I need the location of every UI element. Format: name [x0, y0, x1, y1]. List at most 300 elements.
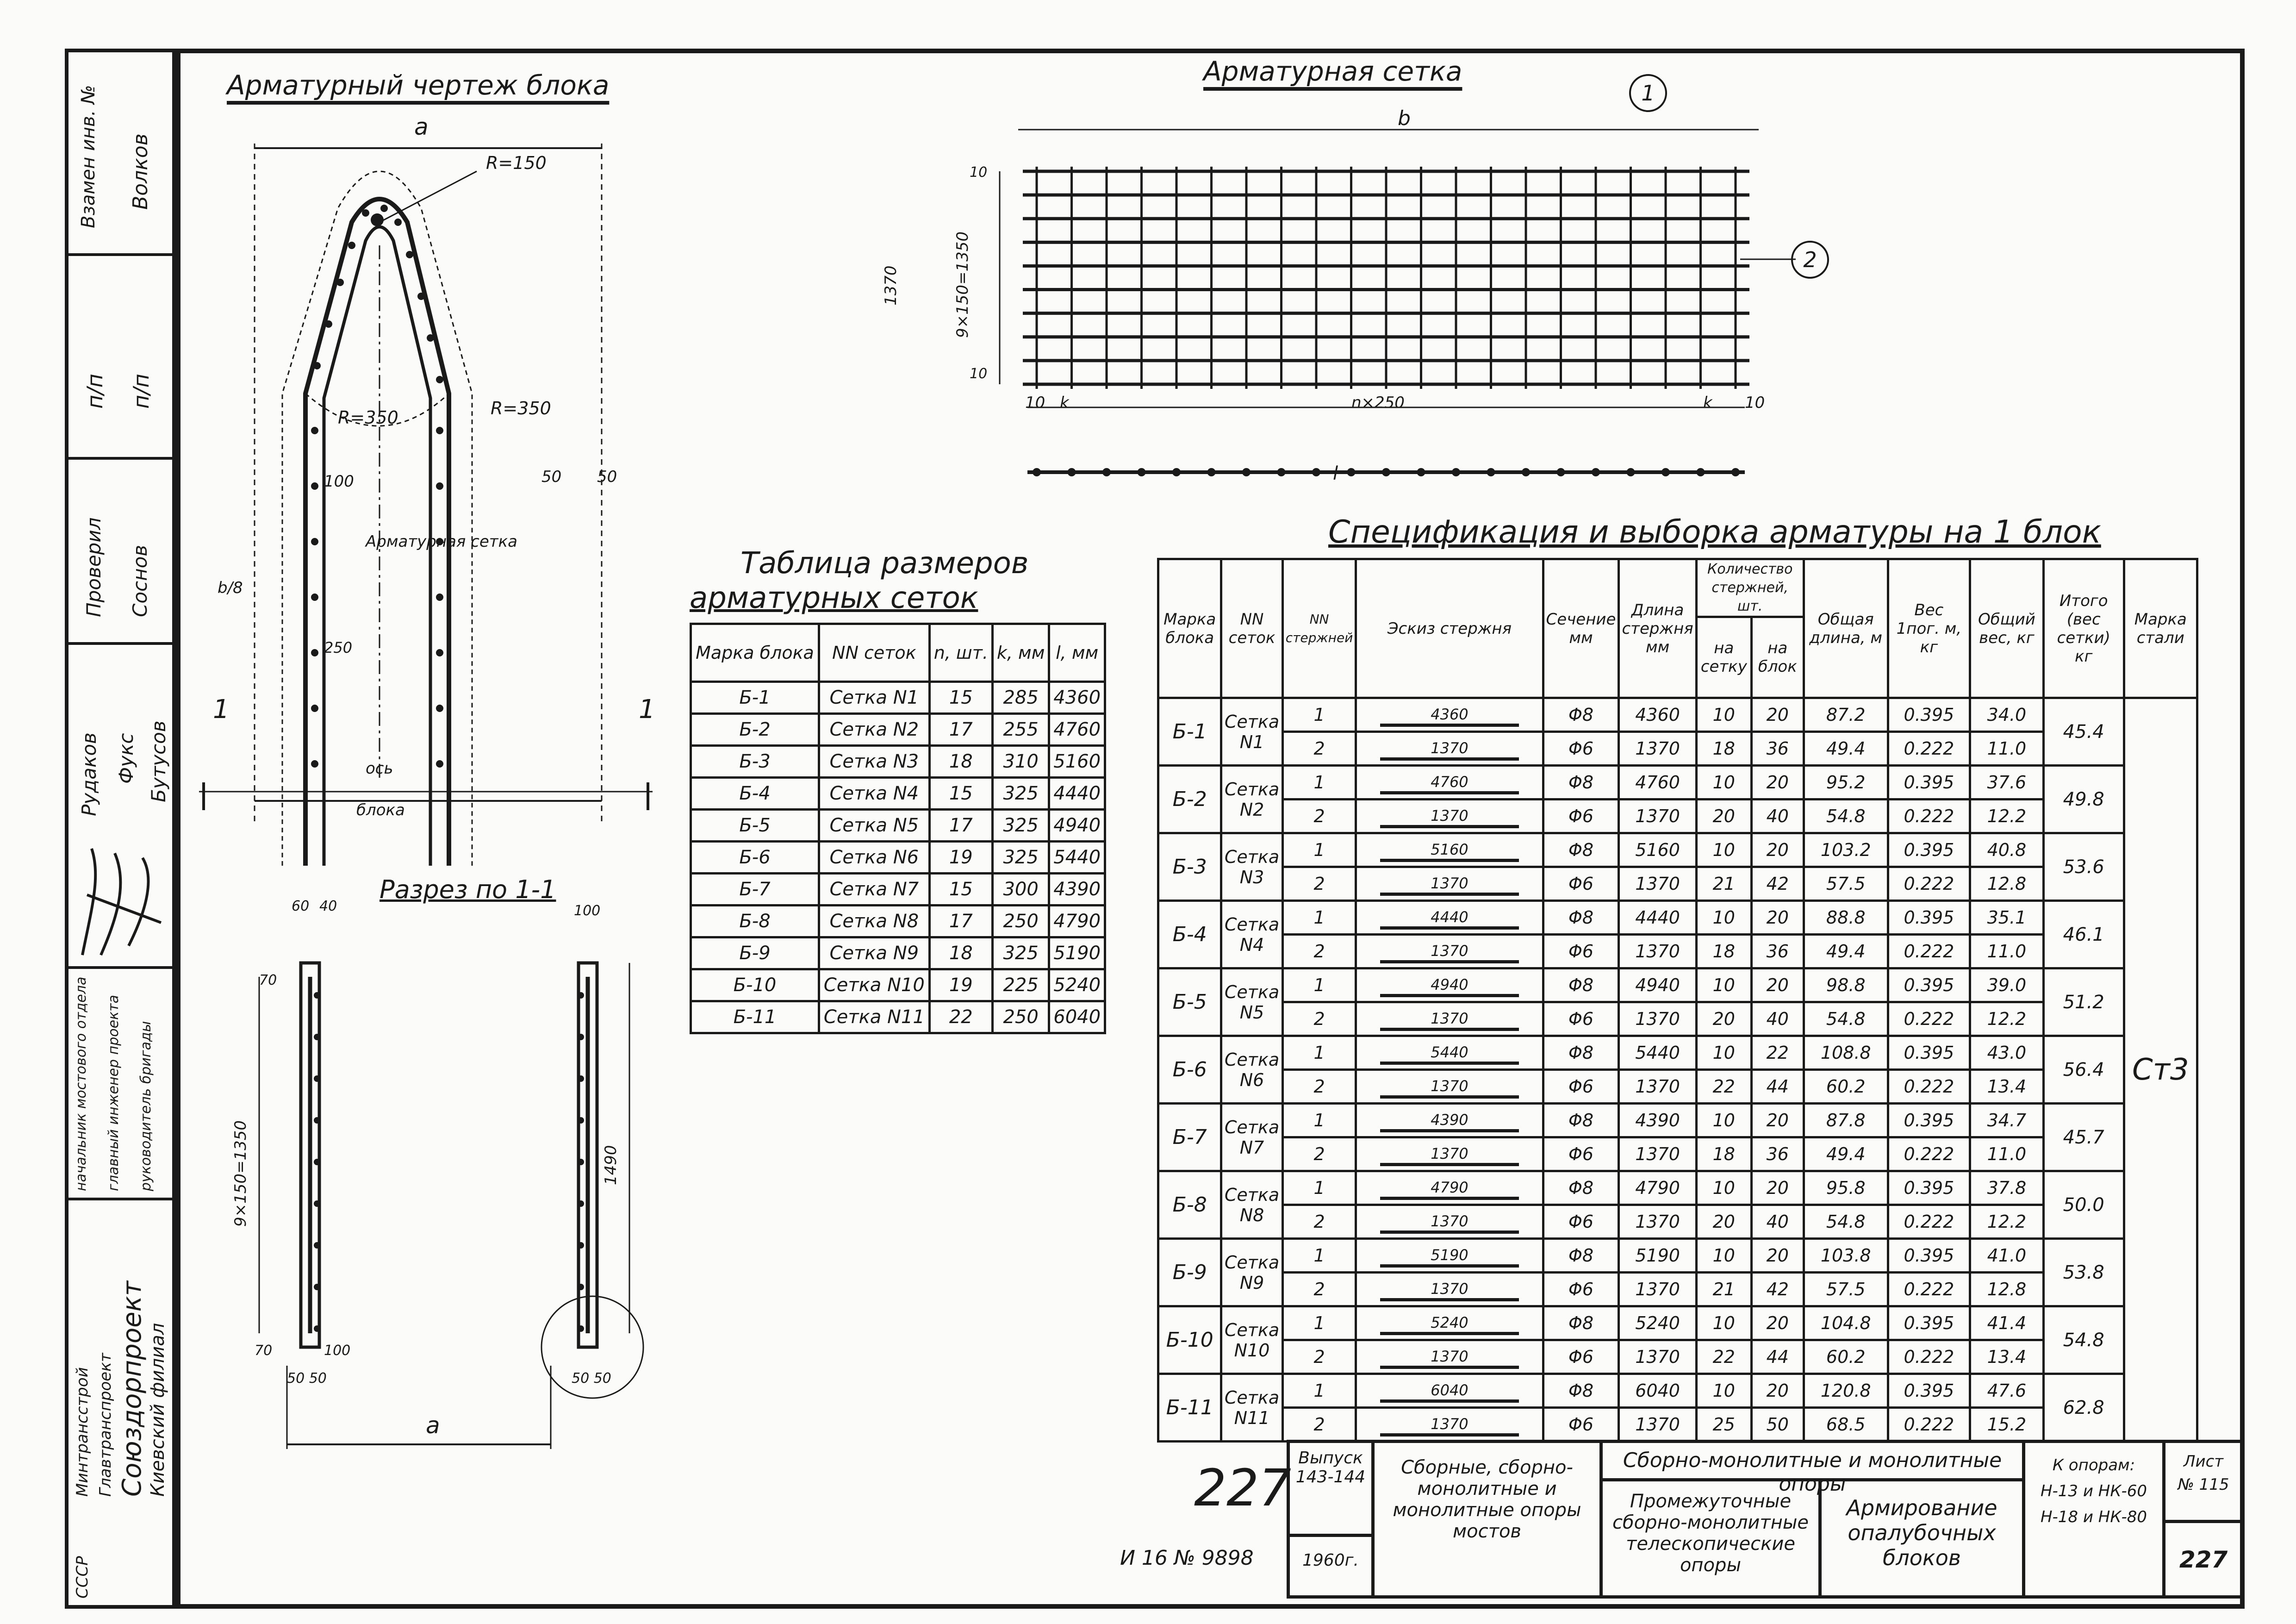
spec-sketch-cell [1356, 901, 1543, 935]
title-spec: Спецификация и выборка арматуры на 1 блок [1328, 514, 2101, 550]
spec-block-mesh-number: N9 [1239, 1272, 1264, 1293]
size-table-cell: 19 [929, 842, 992, 874]
spec-cell: Φ8 [1543, 1104, 1619, 1137]
spec-block-mark: Б-7 [1158, 1104, 1221, 1171]
size-table-cell: Б-1 [691, 682, 819, 714]
spec-cell: 1370 [1619, 1340, 1696, 1374]
size-table-cell: Сетка N2 [819, 714, 929, 746]
spec-cell: 1370 [1619, 935, 1696, 968]
stamp-sign-3: Бутусов [147, 720, 170, 802]
size-table-cell: Б-4 [691, 778, 819, 810]
spec-cell: 4760 [1619, 766, 1696, 800]
spec-cell: 44 [1751, 1070, 1804, 1104]
spec-cell: 22 [1696, 1340, 1751, 1374]
spec-cell: 4360 [1619, 698, 1696, 732]
spec-cell: 87.2 [1804, 698, 1888, 732]
mesh-section-dot [1312, 468, 1320, 476]
mesh-section-dot [1172, 468, 1181, 476]
spec-cell: 0.395 [1888, 1374, 1970, 1408]
spec-cell: 2 [1282, 1002, 1356, 1036]
spec-block-sum: 51.2 [2043, 968, 2124, 1036]
mesh-label-n250: n×250 [1351, 394, 1405, 412]
spec-cell: 1 [1282, 1104, 1356, 1137]
spec-cell: 0.222 [1888, 1070, 1970, 1104]
spec-block-mark: Б-5 [1158, 968, 1221, 1036]
spec-table-row [1158, 901, 2197, 935]
stamp-cell-pp [68, 256, 172, 460]
spec-cell: 20 [1751, 1306, 1804, 1340]
spec-h-count: Количество стержней, шт. [1696, 559, 1804, 617]
spec-cell: 34.0 [1970, 698, 2044, 732]
spec-block-mesh-word: Сетка [1224, 981, 1280, 1002]
spec-block-mesh-number: N4 [1239, 934, 1264, 955]
spec-cell: Φ8 [1543, 833, 1619, 867]
spec-cell: Φ6 [1543, 1137, 1619, 1171]
spec-cell: 0.395 [1888, 1104, 1970, 1137]
spec-cell: 20 [1751, 1171, 1804, 1205]
spec-cell: 39.0 [1970, 968, 2044, 1002]
spec-cell: 0.222 [1888, 732, 1970, 766]
spec-cell: 21 [1696, 1273, 1751, 1306]
spec-cell: 0.222 [1888, 1408, 1970, 1442]
spec-block-mark: Б-11 [1158, 1374, 1221, 1442]
spec-cell: 2 [1282, 732, 1356, 766]
spec-cell: 4940 [1619, 968, 1696, 1002]
mesh-label-10-right: 10 [1745, 394, 1765, 412]
label-s-dim: 9×150=1350 [231, 1120, 250, 1227]
size-table-cell: Б-2 [691, 714, 819, 746]
spec-cell: 10 [1696, 833, 1751, 867]
size-table-cell: Сетка N7 [819, 874, 929, 906]
size-table-cell: 4790 [1049, 906, 1105, 937]
spec-block-mesh-number: N11 [1234, 1407, 1270, 1428]
size-table-header-cell: k, мм [992, 624, 1049, 682]
spec-h-section: Сечение мм [1543, 559, 1619, 698]
spec-block-mesh-number: N3 [1239, 867, 1264, 887]
bar-sketch: 1370 [1380, 1212, 1519, 1234]
label-s-40: 40 [319, 898, 337, 914]
spec-h-weight1: Вес 1пог. м, кг [1888, 559, 1970, 698]
spec-cell: 60.2 [1804, 1070, 1888, 1104]
bar-sketch: 1370 [1380, 1009, 1519, 1031]
spec-table-row [1158, 867, 2197, 901]
spec-cell: 11.0 [1970, 732, 2044, 766]
size-table-cell: 255 [992, 714, 1049, 746]
spec-cell: 1 [1282, 1171, 1356, 1205]
spec-cell: 49.4 [1804, 935, 1888, 968]
spec-cell: 18 [1696, 1137, 1751, 1171]
size-table-cell: 5160 [1049, 746, 1105, 778]
spec-sketch-cell [1356, 732, 1543, 766]
spec-cell: 1 [1282, 766, 1356, 800]
spec-sketch-cell [1356, 766, 1543, 800]
spec-cell: 35.1 [1970, 901, 2044, 935]
label-s-100: 100 [574, 903, 601, 919]
spec-cell: 10 [1696, 1036, 1751, 1070]
spec-block-mesh [1221, 1104, 1282, 1171]
spec-cell: 0.222 [1888, 1205, 1970, 1239]
label-100: 100 [324, 472, 354, 491]
bar-sketch: 1370 [1380, 739, 1519, 761]
size-table-header-cell: Марка блока [691, 624, 819, 682]
spec-cell: 103.8 [1804, 1239, 1888, 1273]
mesh-section-dot [1207, 468, 1216, 476]
spec-h-bar: NN стержней [1282, 559, 1356, 698]
spec-cell: 2 [1282, 867, 1356, 901]
size-table-cell: Сетка N4 [819, 778, 929, 810]
spec-table-row [1158, 766, 2197, 800]
size-table-cell: Сетка N1 [819, 682, 929, 714]
size-table-row [691, 937, 1105, 969]
spec-cell: 18 [1696, 935, 1751, 968]
tb-issue: Выпуск 143-144 [1287, 1440, 1375, 1537]
spec-cell: 50 [1751, 1408, 1804, 1442]
spec-block-mark: Б-3 [1158, 833, 1221, 901]
mesh-section-dot [1277, 468, 1286, 476]
spec-sketch-cell [1356, 1273, 1543, 1306]
label-r350-left: R=350 [338, 407, 398, 428]
spec-block-mesh-word: Сетка [1224, 1387, 1280, 1408]
label-axis-block: блока [356, 801, 405, 819]
spec-cell: 2 [1282, 1408, 1356, 1442]
spec-h-mark: Марка блока [1158, 559, 1221, 698]
bar-sketch: 4790 [1380, 1178, 1519, 1200]
spec-cell: 40.8 [1970, 833, 2044, 867]
spec-cell: Φ8 [1543, 901, 1619, 935]
spec-cell: Φ8 [1543, 1306, 1619, 1340]
title-mesh: Арматурная сетка [1203, 56, 1462, 87]
spec-block-sum: 50.0 [2043, 1171, 2124, 1239]
mesh-section-dot [1382, 468, 1390, 476]
spec-cell: 20 [1751, 833, 1804, 867]
label-s-1490: 1490 [602, 1145, 620, 1185]
spec-cell: 1 [1282, 1306, 1356, 1340]
spec-table-row [1158, 1408, 2197, 1442]
callout-1: 1 [1629, 74, 1667, 112]
spec-cell: Φ6 [1543, 867, 1619, 901]
spec-table-row [1158, 935, 2197, 968]
spec-cell: 120.8 [1804, 1374, 1888, 1408]
spec-cell: 40 [1751, 1205, 1804, 1239]
inventory-number: И 16 № 9898 [1120, 1546, 1254, 1570]
spec-table-row [1158, 732, 2197, 766]
bar-sketch: 5440 [1380, 1043, 1519, 1065]
spec-cell: 4440 [1619, 901, 1696, 935]
spec-cell: 1 [1282, 901, 1356, 935]
bar-sketch: 4440 [1380, 908, 1519, 930]
tb-name: Армирование опалубочных блоков [1818, 1478, 2025, 1599]
tb-type-top: Сборно-монолитные и монолитные опоры [1599, 1440, 2025, 1481]
spec-cell: 1370 [1619, 1408, 1696, 1442]
mesh-section-dot [1242, 468, 1251, 476]
bar-sketch: 1370 [1380, 942, 1519, 963]
stamp-cell-signatures [68, 645, 172, 969]
size-table-cell: 5190 [1049, 937, 1105, 969]
spec-cell: 0.222 [1888, 800, 1970, 833]
mesh-drawing [972, 120, 1805, 500]
spec-cell: 54.8 [1804, 1002, 1888, 1036]
tb-series: Сборные, сборно-монолитные и монолитные опоры мостов [1371, 1440, 1603, 1599]
size-table-cell: 4940 [1049, 810, 1105, 842]
spec-cell: 20 [1751, 1104, 1804, 1137]
spec-h-totallen: Общая длина, м [1804, 559, 1888, 698]
spec-block-sum: 62.8 [2043, 1374, 2124, 1442]
spec-cell: 103.2 [1804, 833, 1888, 867]
spec-cell: 0.395 [1888, 833, 1970, 867]
spec-block-mark: Б-10 [1158, 1306, 1221, 1374]
stamp-org-ministry: Минтрансстрой [73, 1367, 92, 1497]
spec-cell: Φ6 [1543, 732, 1619, 766]
spec-cell: 95.2 [1804, 766, 1888, 800]
tb-supports-2: Н-18 и НК-80 [2040, 1508, 2147, 1526]
mesh-label-10-bottom: 10 [970, 366, 988, 382]
left-stamp-column [65, 49, 176, 1609]
spec-block-mark: Б-6 [1158, 1036, 1221, 1104]
size-table-cell: 22 [929, 1001, 992, 1033]
spec-table-row [1158, 800, 2197, 833]
spec-block-mesh-word: Сетка [1224, 1252, 1280, 1273]
spec-block-sum: 53.8 [2043, 1239, 2124, 1306]
spec-cell: 15.2 [1970, 1408, 2044, 1442]
spec-table-row [1158, 1239, 2197, 1273]
mesh-section-dot [1033, 468, 1041, 476]
spec-cell: 0.395 [1888, 1171, 1970, 1205]
stamp-org-glavtrans: Главтранспроект [96, 1353, 115, 1497]
spec-block-sum: 56.4 [2043, 1036, 2124, 1104]
spec-cell: Φ8 [1543, 698, 1619, 732]
mesh-label-b: b [1398, 106, 1411, 130]
size-table-header-cell: l, мм [1049, 624, 1105, 682]
label-50b: 50 [597, 468, 617, 486]
spec-cell: 42 [1751, 867, 1804, 901]
size-table-cell: 5240 [1049, 969, 1105, 1001]
stamp-pos-2: главный инженер проекта [106, 994, 122, 1191]
spec-block-mesh [1221, 1239, 1282, 1306]
spec-block-mesh [1221, 968, 1282, 1036]
spec-table-row [1158, 1171, 2197, 1205]
size-table-cell: 17 [929, 810, 992, 842]
spec-table [1157, 558, 2198, 1443]
spec-block-mesh-number: N8 [1239, 1205, 1264, 1225]
tb-sheet-no: № 115 [2178, 1475, 2229, 1494]
spec-cell: 40 [1751, 1002, 1804, 1036]
spec-cell: 1 [1282, 833, 1356, 867]
stamp-pp-label: п/п [82, 374, 107, 409]
spec-cell: 36 [1751, 935, 1804, 968]
spec-h-per-mesh: на сетку [1696, 617, 1751, 698]
spec-cell: 25 [1696, 1408, 1751, 1442]
spec-cell: 2 [1282, 1205, 1356, 1239]
bar-sketch: 1370 [1380, 1144, 1519, 1166]
spec-cell: 22 [1696, 1070, 1751, 1104]
mesh-section-dot [1068, 468, 1076, 476]
spec-cell: 0.395 [1888, 968, 1970, 1002]
label-s-100b: 100 [324, 1343, 351, 1359]
size-table-header-cell: NN сеток [819, 624, 929, 682]
spec-table-row [1158, 1340, 2197, 1374]
spec-cell: 1370 [1619, 1205, 1696, 1239]
spec-cell: 1370 [1619, 1137, 1696, 1171]
stamp-cell-organization [68, 1200, 172, 1605]
spec-cell: Φ8 [1543, 968, 1619, 1002]
spec-block-mesh [1221, 1374, 1282, 1442]
spec-sketch-cell [1356, 935, 1543, 968]
spec-table-row [1158, 1002, 2197, 1036]
spec-cell: Φ6 [1543, 1408, 1619, 1442]
mesh-section-dot [1592, 468, 1600, 476]
size-table-cell: Б-10 [691, 969, 819, 1001]
spec-cell: 37.8 [1970, 1171, 2044, 1205]
spec-cell: 5190 [1619, 1239, 1696, 1273]
spec-cell: Φ6 [1543, 800, 1619, 833]
spec-cell: 0.222 [1888, 1340, 1970, 1374]
spec-block-mesh [1221, 698, 1282, 766]
mesh-section-dot [1138, 468, 1146, 476]
stamp-checked-value: Соснов [129, 544, 151, 617]
spec-cell: 1370 [1619, 1002, 1696, 1036]
size-table-cell: 15 [929, 778, 992, 810]
spec-cell: 54.8 [1804, 800, 1888, 833]
spec-block-mesh-word: Сетка [1224, 1049, 1280, 1070]
spec-sketch-cell [1356, 1104, 1543, 1137]
mesh-section-dot [1661, 468, 1670, 476]
stamp-pos-3: руководитель бригады [138, 1021, 154, 1191]
spec-cell: 42 [1751, 1273, 1804, 1306]
size-table-cell: Б-8 [691, 906, 819, 937]
spec-cell: 60.2 [1804, 1340, 1888, 1374]
spec-cell: 0.395 [1888, 698, 1970, 732]
spec-sketch-cell [1356, 1239, 1543, 1273]
spec-cell: 0.222 [1888, 1273, 1970, 1306]
spec-block-mesh-word: Сетка [1224, 1184, 1280, 1205]
spec-header-row [1158, 559, 2197, 617]
size-table-cell: 15 [929, 682, 992, 714]
label-50a: 50 [541, 468, 562, 486]
spec-block-sum: 49.8 [2043, 766, 2124, 833]
spec-cell: 1 [1282, 1374, 1356, 1408]
label-a-top: a [414, 113, 429, 140]
spec-h-sum: Итого (вес сетки) кг [2043, 559, 2124, 698]
spec-cell: 2 [1282, 1340, 1356, 1374]
size-table-cell: 325 [992, 810, 1049, 842]
bar-sketch: 4360 [1380, 705, 1519, 727]
spec-cell: 36 [1751, 1137, 1804, 1171]
spec-cell: 36 [1751, 732, 1804, 766]
label-a-bottom: a [426, 1412, 440, 1439]
spec-table-row [1158, 1273, 2197, 1306]
spec-block-mesh-word: Сетка [1224, 914, 1280, 935]
title-size-table-2: арматурных сеток [690, 581, 978, 615]
spec-cell: Φ8 [1543, 766, 1619, 800]
size-table-row [691, 714, 1105, 746]
spec-sketch-cell [1356, 968, 1543, 1002]
spec-cell: Φ6 [1543, 1273, 1619, 1306]
label-s-60: 60 [292, 898, 310, 914]
spec-table-row [1158, 1104, 2197, 1137]
mesh-section-dot [1452, 468, 1460, 476]
size-table-row [691, 842, 1105, 874]
label-b8: b/8 [218, 579, 243, 597]
size-table-row [691, 746, 1105, 778]
spec-cell: 10 [1696, 1104, 1751, 1137]
spec-sketch-cell [1356, 1374, 1543, 1408]
spec-cell: Φ6 [1543, 1002, 1619, 1036]
stamp-pp-value: п/п [129, 374, 154, 409]
spec-steel-grade: Ст3 [2124, 698, 2197, 1442]
size-table-cell: Б-7 [691, 874, 819, 906]
mesh-section-dot [1102, 468, 1111, 476]
spec-cell: 2 [1282, 1070, 1356, 1104]
spec-cell: 2 [1282, 935, 1356, 968]
spec-cell: 57.5 [1804, 1273, 1888, 1306]
spec-block-mark: Б-9 [1158, 1239, 1221, 1306]
size-table-row [691, 1001, 1105, 1033]
stamp-org-soyuzdor: Союздорпроект [117, 1280, 147, 1497]
spec-block-mesh-word: Сетка [1224, 846, 1280, 867]
tb-supports-1: Н-13 и НК-60 [2040, 1482, 2147, 1500]
spec-sketch-cell [1356, 833, 1543, 867]
spec-cell: 10 [1696, 901, 1751, 935]
spec-table-row [1158, 1205, 2197, 1239]
spec-block-mark: Б-4 [1158, 901, 1221, 968]
spec-block-mesh-word: Сетка [1224, 1319, 1280, 1340]
bar-sketch: 5190 [1380, 1246, 1519, 1268]
mesh-label-10-top: 10 [970, 164, 988, 181]
spec-cell: 49.4 [1804, 1137, 1888, 1171]
size-table-cell: 225 [992, 969, 1049, 1001]
size-table-row [691, 906, 1105, 937]
spec-cell: 12.2 [1970, 1205, 2044, 1239]
spec-block-mesh-number: N7 [1239, 1137, 1264, 1158]
spec-table-row [1158, 1036, 2197, 1070]
block-elevation-drawing [199, 106, 653, 1495]
spec-cell: 5240 [1619, 1306, 1696, 1340]
size-table-row [691, 810, 1105, 842]
spec-block-mesh [1221, 1036, 1282, 1104]
stamp-org-ussr: СССР [73, 1556, 92, 1599]
spec-block-mesh-number: N10 [1234, 1340, 1270, 1361]
spec-cell: 5440 [1619, 1036, 1696, 1070]
stamp-sign-1: Рудаков [78, 732, 100, 816]
spec-cell: 1370 [1619, 867, 1696, 901]
spec-cell: 41.0 [1970, 1239, 2044, 1273]
spec-sketch-cell [1356, 1036, 1543, 1070]
bar-sketch: 1370 [1380, 1280, 1519, 1301]
mesh-section-dot [1487, 468, 1495, 476]
spec-block-mesh-number: N5 [1239, 1002, 1264, 1023]
spec-sketch-cell [1356, 1002, 1543, 1036]
tb-page: 227 [2162, 1520, 2245, 1599]
size-table-cell: Сетка N10 [819, 969, 929, 1001]
label-250: 250 [324, 639, 353, 656]
spec-cell: 40 [1751, 800, 1804, 833]
spec-table-row [1158, 833, 2197, 867]
tb-supports [2022, 1440, 2165, 1599]
size-table-cell: 15 [929, 874, 992, 906]
spec-block-mesh [1221, 1171, 1282, 1239]
spec-cell: 2 [1282, 800, 1356, 833]
size-table-row [691, 682, 1105, 714]
size-table-cell: 18 [929, 937, 992, 969]
spec-block-mark: Б-2 [1158, 766, 1221, 833]
callout-2: 2 [1791, 241, 1829, 279]
spec-cell: Φ6 [1543, 935, 1619, 968]
spec-cell: 104.8 [1804, 1306, 1888, 1340]
spec-cell: 57.5 [1804, 867, 1888, 901]
spec-h-length: Длина стержня мм [1619, 559, 1696, 698]
label-r150: R=150 [486, 153, 547, 173]
big-number: 227 [1194, 1458, 1291, 1518]
